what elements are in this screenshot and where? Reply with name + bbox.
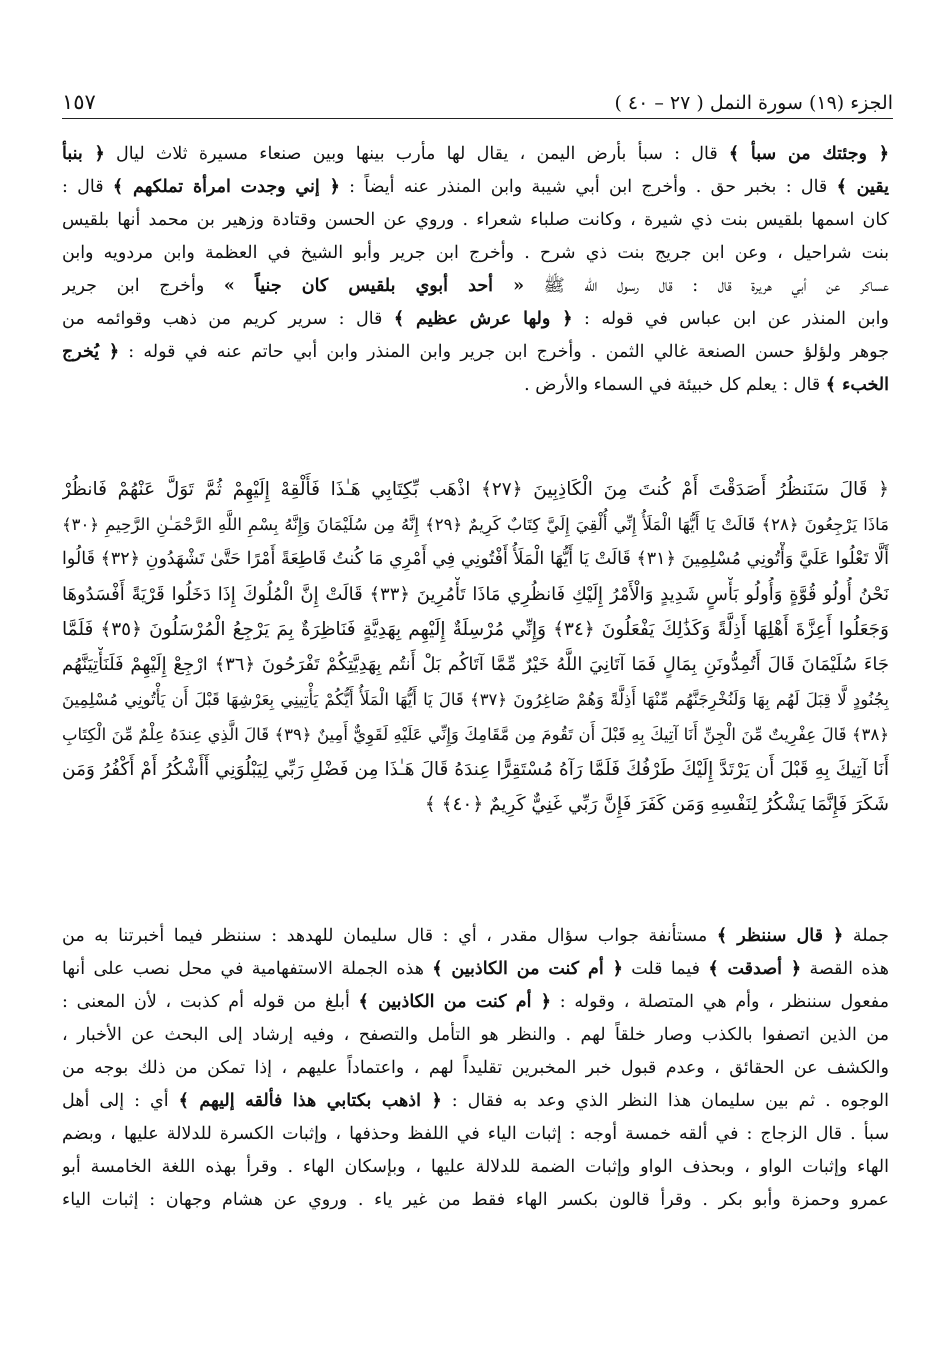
- commentary-block-bottom: [62, 920, 889, 1320]
- quran-line: وَجَعَلُوا أَعِزَّةَ أَهْلِهَا أَذِلَّةً وَكَذَٰلِكَ يَفْعَلُونَ ﴿٣٤﴾ وَإِنِّي مُرْسِلَةٌ إِلَيْهِم بِهَدِيَّةٍ فَنَاظِرَةٌ بِمَ يَرْجِعُ الْمُرْسَلُونَ ﴿٣٥﴾ فَلَمَّا: [62, 619, 889, 640]
- commentary-line: يقين ﴾ قال : بخبر حق . وأخرج ابن أبي شيبة وابن المنذر عنه أيضاً : ﴿ إني وجدت امرأة تملكهم ﴾ قال :: [62, 177, 889, 197]
- quran-verses-block: [62, 472, 889, 896]
- commentary-block-top: [62, 138, 889, 464]
- quran-line: بِجُنُودٍ لَّا قِبَلَ لَهُم بِهَا وَلَنُخْرِجَنَّهُم مِّنْهَا أَذِلَّةً وَهُمْ صَاغِرُونَ ﴿٣٧﴾ قَالَ يَا أَيُّهَا الْمَلَأُ أَيُّكُمْ يَأْتِينِي بِعَرْشِهَا قَبْلَ أَن يَأْتُونِي مُسْلِمِينَ: [62, 690, 889, 709]
- commentary-line: جملة ﴿ قال سننظر ﴾ مستأنفة جواب سؤال مقدر ، أي : قال سليمان للهدهد : سننظر فيما أخبرتنا به من: [62, 926, 889, 946]
- commentary-line: عمرو وحمزة وأبو بكر . وقرأ قالون بكسر الهاء فقط من غير ياء . وروي عن هشام وجهان : إثبات الياء: [62, 1190, 889, 1210]
- commentary-line: كان اسمها بلقيس بنت ذي شيرة ، وكانت صلباء شعراء . وروي عن الحسن وقتادة وزهير بن محمد أنها بلقيس: [62, 210, 889, 230]
- commentary-line: وابن المنذر عن ابن عباس في قوله : ﴿ ولها عرش عظيم ﴾ قال : سرير كريم من ذهب وقوائمه من: [62, 309, 889, 329]
- commentary-line: مفعول سننظر ، وأم هي المتصلة ، وقوله : ﴿ أم كنت من الكاذبين ﴾ أبلغ من قوله أم كذبت ، لأن المعنى :: [62, 992, 889, 1012]
- quran-line: أَنَا آتِيكَ بِهِ قَبْلَ أَن يَرْتَدَّ إِلَيْكَ طَرْفُكَ فَلَمَّا رَآهُ مُسْتَقِرًّا عِندَهُ قَالَ هَـٰذَا مِن فَضْلِ رَبِّي لِيَبْلُوَنِي أَأَشْكُرُ أَمْ أَكْفُرُ وَمَن: [62, 759, 889, 780]
- commentary-line: هذه القصة ﴿ أصدقت ﴾ فيما قلت ﴿ أم كنت من الكاذبين ﴾ هذه الجملة الاستفهامية في محل نصب على أنها: [62, 959, 889, 979]
- commentary-line: الهاء وإثبات الواو ، وبحذف الواو وإثبات الضمة للدلالة عليها ، وبإسكان الهاء . وقرأ بهذه اللغة الخامسة أبو: [62, 1157, 889, 1177]
- running-title: الجزء (١٩) سورة النمل ( ٢٧ – ٤٠ ): [614, 92, 893, 114]
- quran-line: شَكَرَ فَإِنَّمَا يَشْكُرُ لِنَفْسِهِ وَمَن كَفَرَ فَإِنَّ رَبِّي غَنِيٌّ كَرِيمٌ ﴿٤٠﴾ ﴾: [424, 794, 889, 815]
- quran-line: جَاءَ سُلَيْمَانَ قَالَ أَتُمِدُّونَنِ بِمَالٍ فَمَا آتَانِيَ اللَّهُ خَيْرٌ مِّمَّا آتَاكُم بَلْ أَنتُم بِهَدِيَّتِكُمْ تَفْرَحُونَ ﴿٣٦﴾ ارْجِعْ إِلَيْهِمْ فَلَنَأْتِيَنَّهُم: [62, 654, 889, 675]
- page-number: ١٥٧: [62, 90, 96, 114]
- commentary-line: جوهر ولؤلؤ حسن الصنعة غالي الثمن . وأخرج ابن جرير وابن المنذر وابن أبي حاتم عنه في قوله : ﴿ يُخرج: [62, 342, 889, 362]
- quran-line: نَحْنُ أُولُو قُوَّةٍ وَأُولُو بَأْسٍ شَدِيدٍ وَالْأَمْرُ إِلَيْكِ فَانظُرِي مَاذَا تَأْمُرِينَ ﴿٣٣﴾ قَالَتْ إِنَّ الْمُلُوكَ إِذَا دَخَلُوا قَرْيَةً أَفْسَدُوهَا: [62, 584, 889, 605]
- quran-line: ﴿ قَالَ سَنَنظُرُ أَصَدَقْتَ أَمْ كُنتَ مِنَ الْكَاذِبِينَ ﴿٢٧﴾ اذْهَب بِّكِتَابِي هَـٰذَا فَأَلْقِهْ إِلَيْهِمْ ثُمَّ تَوَلَّ عَنْهُمْ فَانظُرْ: [62, 479, 889, 500]
- quran-line: مَاذَا يَرْجِعُونَ ﴿٢٨﴾ قَالَتْ يَا أَيُّهَا الْمَلَأُ إِنِّي أُلْقِيَ إِلَيَّ كِتَابٌ كَرِيمٌ ﴿٢٩﴾ إِنَّهُ مِن سُلَيْمَانَ وَإِنَّهُ بِسْمِ اللَّهِ الرَّحْمَـٰنِ الرَّحِيمِ ﴿٣٠﴾: [62, 515, 889, 534]
- page-header: [62, 86, 893, 119]
- quran-line: ﴿٣٨﴾ قَالَ عِفْرِيتٌ مِّنَ الْجِنِّ أَنَا آتِيكَ بِهِ قَبْلَ أَن تَقُومَ مِن مَّقَامِكَ وَإِنِّي عَلَيْهِ لَقَوِيٌّ أَمِينٌ ﴿٣٩﴾ قَالَ الَّذِي عِندَهُ عِلْمٌ مِّنَ الْكِتَابِ: [62, 725, 889, 744]
- commentary-line: الخبء ﴾ قال : يعلم كل خبيئة في السماء والأرض .: [524, 375, 889, 395]
- commentary-line: بنت شراحيل ، وعن ابن جريج بنت ذي شرح . وأخرج ابن جرير وأبو الشيخ في العظمة وابن مردويه وابن: [62, 243, 889, 263]
- quran-line: أَلَّا تَعْلُوا عَلَيَّ وَأْتُونِي مُسْلِمِينَ ﴿٣١﴾ قَالَتْ يَا أَيُّهَا الْمَلَأُ أَفْتُونِي فِي أَمْرِي مَا كُنتُ قَاطِعَةً أَمْرًا حَتَّىٰ تَشْهَدُونِ ﴿٣٢﴾ قَالُوا: [62, 549, 889, 569]
- commentary-line: من الذين اتصفوا بالكذب وصار خلقاً لهم . والنظر هو التأمل والتصفح ، وفيه إرشاد إلى البحث عن الأخبار ،: [62, 1025, 889, 1045]
- commentary-line: والكشف عن الحقائق ، وعدم قبول خبر المخبرين تقليداً لهم ، واعتماداً عليهم ، إذا تمكن من ذلك بوجه من: [62, 1058, 889, 1078]
- commentary-line: عساكر عن أبي هريرة قال : قال رسول الله ﷺ « أحد أبوي بلقيس كان جنياً » وأخرج ابن جرير: [62, 276, 889, 296]
- commentary-line: الوجوه . ثم بين سليمان هذا النظر الذي وعد به فقال : ﴿ اذهب بكتابي هذا فألقه إليهم ﴾ أي : إلى أهل: [62, 1091, 889, 1111]
- commentary-line: ﴿ وجئتك من سبأ ﴾ قال : سبأ بأرض اليمن ، يقال لها مأرب بينها وبين صنعاء مسيرة ثلاث ليال ﴿ بنبأ: [62, 144, 889, 164]
- commentary-line: سبأ . قال الزجاج : في ألقه خمسة أوجه : إثبات الياء في اللفظ وحذفها ، وإثبات الكسرة للدلالة عليها ، وبضم: [62, 1124, 889, 1144]
